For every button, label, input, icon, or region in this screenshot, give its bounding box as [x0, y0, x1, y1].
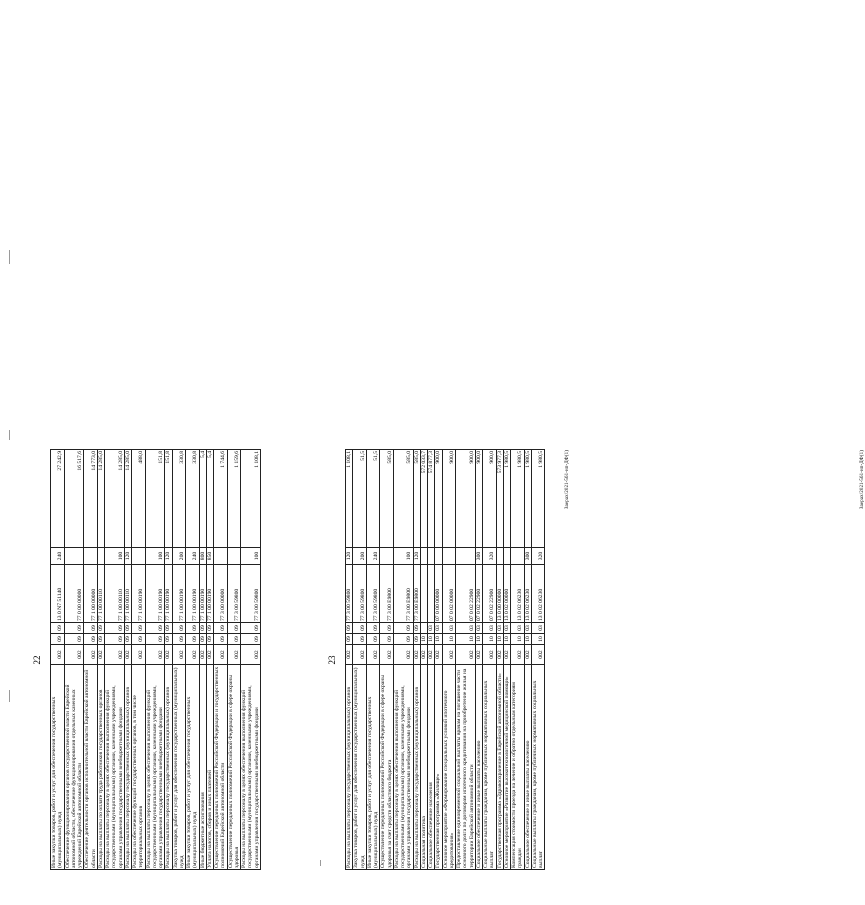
cell-rz: 10: [531, 634, 545, 645]
cell-rz: 09: [366, 634, 380, 645]
cell-rz: 09: [186, 634, 200, 645]
cell-vr: [132, 548, 146, 565]
table-row: [496, 450, 503, 870]
cell-name: Расходы на выплаты персоналу в целях обеспечения выполнения функций государственными (муниципальными) органами, казенными учреждениями, органами управления государственными внебюджетными фондами: [145, 665, 165, 870]
table-row: [132, 450, 146, 870]
cell-pr: 03: [475, 623, 482, 634]
cell-rz: 10: [442, 634, 456, 645]
cell-pr: 03: [524, 623, 531, 634]
cell-rz: 10: [475, 634, 482, 645]
cell-name: Расходы на обеспечение функций государственных органов, в том числе территориальных органов: [132, 665, 146, 870]
cell-rz: 10: [524, 634, 531, 645]
cell-pr: 09: [145, 623, 165, 634]
cell-csr: 77 1 00 00190: [206, 565, 213, 623]
cell-rz: 09: [199, 634, 206, 645]
cell-grbs: 002: [172, 645, 186, 665]
cell-name: Расходы на выплаты по оплате труда работников государственных органов: [97, 665, 104, 870]
cell-rz: 10: [456, 634, 476, 645]
cell-sum: 585,0: [380, 450, 394, 548]
cell-csr: 77 3 00 00000: [214, 565, 228, 623]
table-row: [531, 450, 545, 870]
cell-rz: 09: [346, 634, 353, 645]
cell-grbs: 002: [366, 645, 380, 665]
cell-grbs: 002: [496, 645, 503, 665]
cell-pr: 09: [353, 623, 367, 634]
table-row: [353, 450, 367, 870]
scan-mark: [9, 690, 10, 702]
scan-mark: [9, 430, 10, 440]
cell-grbs: 002: [531, 645, 545, 665]
table-body: [51, 450, 261, 870]
cell-csr: 07 0 02 22900: [483, 565, 497, 623]
cell-vr: [503, 548, 510, 565]
cell-sum: 1 980,5: [531, 450, 545, 548]
table-row: [475, 450, 482, 870]
cell-vr: 800: [199, 548, 206, 565]
cell-csr: 77 1 00 00190: [165, 565, 172, 623]
cell-sum: 151,8: [145, 450, 165, 548]
cell-pr: 03: [456, 623, 476, 634]
cell-sum: 1 108,1: [241, 450, 261, 548]
cell-csr: 13 0 02 06230: [511, 565, 525, 623]
cell-vr: 100: [241, 548, 261, 565]
cell-vr: 850: [206, 548, 213, 565]
cell-grbs: 002: [435, 645, 442, 665]
cell-sum: 900,0: [483, 450, 497, 548]
cell-name: Обеспечение деятельности органов исполнительной власти Еврейской автономной области: [84, 665, 98, 870]
cell-name: Расходы на выплаты персоналу в целях обеспечения выполнения функций государственными (муниципальными) органами, казенными учреждениями, органами управления государственными внебюджетными фондами: [393, 665, 413, 870]
cell-grbs: 002: [64, 645, 84, 665]
cell-rz: 09: [64, 634, 84, 645]
cell-sum: 330,8: [186, 450, 200, 548]
cell-rz: 09: [124, 634, 131, 645]
table-row: [105, 450, 125, 870]
cell-name: Основное мероприятие «Развитие высокотехнологичной медицинской помощи»: [503, 665, 510, 870]
cell-rz: 09: [97, 634, 104, 645]
cell-sum: 900,0: [456, 450, 476, 548]
cell-csr: 77 3 00 59800: [227, 565, 241, 623]
cell-pr: 03: [435, 623, 442, 634]
table-row: [442, 450, 456, 870]
cell-grbs: 002: [511, 645, 525, 665]
cell-csr: 77 1 00 00110: [124, 565, 131, 623]
cell-pr: 09: [64, 623, 84, 634]
cell-sum: 27 242,9: [51, 450, 65, 548]
cell-vr: 240: [186, 548, 200, 565]
table-row: [84, 450, 98, 870]
cell-sum: 14 773,0: [84, 450, 98, 548]
cell-csr: 13 0 02 06230: [531, 565, 545, 623]
cell-vr: 200: [172, 548, 186, 565]
table-row: [435, 450, 442, 870]
cell-name: Социальная политика: [420, 665, 427, 870]
cell-name: Расходы на выплаты персоналу государственных (муниципальных) органов: [165, 665, 172, 870]
cell-vr: 100: [105, 548, 125, 565]
cell-csr: 77 3 00 59800: [353, 565, 367, 623]
cell-grbs: 002: [84, 645, 98, 665]
table-row: [483, 450, 497, 870]
table-row: [503, 450, 510, 870]
cell-rz: 09: [353, 634, 367, 645]
cell-vr: 120: [165, 548, 172, 565]
cell-vr: 320: [531, 548, 545, 565]
cell-vr: [511, 548, 525, 565]
cell-sum: 574 877,3: [428, 450, 435, 548]
cell-name: Социальное обеспечение и иные выплаты населению: [524, 665, 531, 870]
cell-name: Государственная программа «Здравоохранение в Еврейской автономной области»: [496, 665, 503, 870]
cell-pr: 09: [227, 623, 241, 634]
cell-grbs: 002: [413, 645, 420, 665]
cell-sum: 51,5: [353, 450, 367, 548]
cell-rz: 09: [214, 634, 228, 645]
cell-name: Расходы на выплаты персоналу государственных (муниципальных) органов: [346, 665, 353, 870]
table-row: [199, 450, 206, 870]
table-row: [206, 450, 213, 870]
cell-sum: 330,8: [172, 450, 186, 548]
cell-csr: 77 1 00 00190: [172, 565, 186, 623]
cell-name: Иные закупки товаров, работ и услуг для обеспечения государственных (муниципальных) нужд: [186, 665, 200, 870]
cell-rz: 10: [511, 634, 525, 645]
cell-pr: 09: [165, 623, 172, 634]
cell-pr: 09: [413, 623, 420, 634]
cell-sum: 1 980,5: [524, 450, 531, 548]
cell-name: Расходы на выплаты персоналу государственных (муниципальных) органов: [413, 665, 420, 870]
cell-csr: [420, 565, 427, 623]
cell-pr: 03: [442, 623, 456, 634]
cell-pr: 09: [186, 623, 200, 634]
cell-pr: 09: [241, 623, 261, 634]
cell-csr: 07 0 02 22900: [456, 565, 476, 623]
table-row: [97, 450, 104, 870]
table-row: [64, 450, 84, 870]
cell-name: Закупка товаров, работ и услуг для обеспечения государственных (муниципальных) нужд: [353, 665, 367, 870]
cell-name: Предоставление единовременной социальной выплаты врачам на погашение части основного долга по договорам ипотечного кредитования на приобретение жилья на территории Еврейской автономной области: [456, 665, 476, 870]
cell-name: Обеспечение функционирования органов государственной власти Еврейской автономной области, обеспечение функционирования отдельных казенных учреждений Еврейской автономной области: [64, 665, 84, 870]
cell-name: Уплата налогов, сборов и иных платежей: [206, 665, 213, 870]
cell-csr: 77 3 00 59800: [241, 565, 261, 623]
cell-rz: 09: [227, 634, 241, 645]
cell-sum: 5,4: [199, 450, 206, 548]
cell-pr: 09: [124, 623, 131, 634]
cell-grbs: 002: [132, 645, 146, 665]
cell-vr: [214, 548, 228, 565]
cell-csr: [428, 565, 435, 623]
cell-sum: 900,0: [442, 450, 456, 548]
cell-name: Закупка товаров, работ и услуг для обеспечения государственных (муниципальных) нужд: [172, 665, 186, 870]
cell-vr: [420, 548, 427, 565]
budget-table: [345, 449, 545, 870]
cell-grbs: 002: [393, 645, 413, 665]
cell-csr: 07 0 00 00000: [435, 565, 442, 623]
cell-vr: [380, 548, 394, 565]
cell-vr: 240: [51, 548, 65, 565]
cell-rz: 10: [428, 634, 435, 645]
cell-csr: 77 3 00 Е9800: [413, 565, 420, 623]
cell-pr: 09: [366, 623, 380, 634]
cell-grbs: 002: [428, 645, 435, 665]
cell-sum: 585,0: [393, 450, 413, 548]
cell-grbs: 002: [124, 645, 131, 665]
cell-csr: 77 3 00 59800: [346, 565, 353, 623]
cell-sum: 14 285,0: [97, 450, 104, 548]
cell-csr: 77 0 00 00000: [64, 565, 84, 623]
cell-pr: 03: [496, 623, 503, 634]
cell-sum: 5,4: [206, 450, 213, 548]
cell-name: Расходы на выплаты персоналу в целях обеспечения выполнения функций государственными (муниципальными) органами, казенными учреждениями, органами управления государственными внебюджетными фондами: [105, 665, 125, 870]
table-row: [227, 450, 241, 870]
table-row: [172, 450, 186, 870]
cell-grbs: 002: [186, 645, 200, 665]
cell-grbs: 002: [206, 645, 213, 665]
cell-name: Иные закупки товаров, работ и услуг для обеспечения государственных (муниципальных) нужд: [366, 665, 380, 870]
cell-grbs: 002: [442, 645, 456, 665]
cell-sum: 151,8: [165, 450, 172, 548]
cell-sum: 900,0: [435, 450, 442, 548]
cell-vr: 300: [475, 548, 482, 565]
cell-rz: 09: [165, 634, 172, 645]
cell-vr: [64, 548, 84, 565]
cell-name: Осуществление переданных полномочий Российской Федерации и государственных полномочий Еврейской автономной области: [214, 665, 228, 870]
cell-pr: 09: [97, 623, 104, 634]
cell-vr: [97, 548, 104, 565]
cell-grbs: 002: [105, 645, 125, 665]
table-row: [413, 450, 420, 870]
cell-grbs: 002: [227, 645, 241, 665]
cell-sum: 14 285,0: [105, 450, 125, 548]
table-row: [241, 450, 261, 870]
cell-vr: 300: [524, 548, 531, 565]
cell-pr: 09: [346, 623, 353, 634]
cell-sum: 572 033,7: [420, 450, 427, 548]
cell-name: Социальное обеспечение населения: [428, 665, 435, 870]
cell-rz: 09: [393, 634, 413, 645]
table-row: [366, 450, 380, 870]
cell-name: Компенсация стоимости проезда на лечение и обратно отдельным категориям граждан: [511, 665, 525, 870]
cell-vr: [456, 548, 476, 565]
cell-pr: 03: [511, 623, 525, 634]
cell-csr: 77 3 00 59800: [366, 565, 380, 623]
cell-sum: 51,5: [366, 450, 380, 548]
budget-table: [50, 449, 261, 870]
cell-name: Основное мероприятие «Формирование специальных условий ипотечного кредитования»: [442, 665, 456, 870]
cell-vr: 120: [413, 548, 420, 565]
cell-csr: 77 1 00 00190: [186, 565, 200, 623]
cell-csr: 77 1 00 00190: [199, 565, 206, 623]
table-row: [124, 450, 131, 870]
table-row: [428, 450, 435, 870]
cell-rz: 09: [380, 634, 394, 645]
cell-vr: 100: [145, 548, 165, 565]
cell-sum: 1 108,1: [346, 450, 353, 548]
cell-grbs: 002: [97, 645, 104, 665]
cell-pr: 09: [84, 623, 98, 634]
page-number: 22: [32, 655, 42, 665]
cell-rz: 09: [241, 634, 261, 645]
cell-rz: 10: [483, 634, 497, 645]
cell-sum: 1 744,6: [214, 450, 228, 548]
table-row: [456, 450, 476, 870]
cell-rz: 09: [145, 634, 165, 645]
cell-sum: 14 285,0: [124, 450, 131, 548]
cell-sum: 1 159,6: [227, 450, 241, 548]
cell-grbs: 002: [420, 645, 427, 665]
cell-rz: 10: [435, 634, 442, 645]
cell-pr: 03: [483, 623, 497, 634]
page-right: [327, 450, 865, 870]
table-body: [346, 450, 545, 870]
cell-name: Иные закупки товаров, работ и услуг для обеспечения государственных (муниципальных) нужд: [51, 665, 65, 870]
cell-pr: 03: [531, 623, 545, 634]
cell-pr: 09: [380, 623, 394, 634]
cell-csr: 77 1 00 00110: [105, 565, 125, 623]
cell-grbs: 002: [199, 645, 206, 665]
cell-vr: 320: [483, 548, 497, 565]
cell-pr: 09: [393, 623, 413, 634]
cell-vr: [428, 548, 435, 565]
cell-csr: 13 0 02 00000: [503, 565, 510, 623]
cell-csr: 13 0 00 00000: [496, 565, 503, 623]
cell-sum: 585,0: [413, 450, 420, 548]
table-row: [186, 450, 200, 870]
cell-pr: 03: [428, 623, 435, 634]
cell-pr: [420, 623, 427, 634]
cell-name: Осуществление переданных полномочий Российской Федерации в сфере охраны здоровья: [227, 665, 241, 870]
cell-vr: 100: [393, 548, 413, 565]
cell-pr: 09: [206, 623, 213, 634]
cell-vr: 120: [124, 548, 131, 565]
cell-csr: 07 0 02 22900: [475, 565, 482, 623]
cell-sum: 573 977,3: [496, 450, 503, 548]
cell-rz: 09: [206, 634, 213, 645]
cell-grbs: 002: [353, 645, 367, 665]
cell-grbs: 002: [456, 645, 476, 665]
cell-rz: 10: [420, 634, 427, 645]
cell-name: Осуществление переданных полномочий Российской Федерации в сфере охраны здоровья за счет средств областного бюджета: [380, 665, 394, 870]
cell-grbs: 002: [241, 645, 261, 665]
cell-csr: 77 1 00 00110: [97, 565, 104, 623]
cell-sum: 16 517,6: [64, 450, 84, 548]
cell-csr: 77 1 00 00190: [132, 565, 146, 623]
cell-vr: [496, 548, 503, 565]
cell-sum: 1 980,5: [511, 450, 525, 548]
cell-pr: 09: [214, 623, 228, 634]
cell-csr: 77 3 00 Е9800: [380, 565, 394, 623]
cell-pr: 09: [51, 623, 65, 634]
cell-name: Государственная программа «Жилище»: [435, 665, 442, 870]
table-row: [165, 450, 172, 870]
table-row: [511, 450, 525, 870]
cell-pr: 09: [199, 623, 206, 634]
cell-grbs: 002: [483, 645, 497, 665]
cell-rz: 09: [132, 634, 146, 645]
cell-pr: 09: [172, 623, 186, 634]
cell-csr: 13 0 02 06230: [524, 565, 531, 623]
table-row: [380, 450, 394, 870]
cell-name: Социальные выплаты гражданам, кроме публичных нормативных социальных выплат: [531, 665, 545, 870]
page-number: 23: [327, 655, 337, 665]
cell-rz: 09: [413, 634, 420, 645]
table-row: [145, 450, 165, 870]
cell-vr: 200: [353, 548, 367, 565]
table-row: [393, 450, 413, 870]
cell-rz: 09: [172, 634, 186, 645]
cell-grbs: 002: [145, 645, 165, 665]
cell-vr: [435, 548, 442, 565]
cell-vr: [442, 548, 456, 565]
cell-grbs: 002: [503, 645, 510, 665]
cell-grbs: 002: [524, 645, 531, 665]
cell-csr: 77 3 00 Е9800: [393, 565, 413, 623]
table-row: [524, 450, 531, 870]
cell-pr: 03: [503, 623, 510, 634]
cell-name: Социальные выплаты гражданам, кроме публичных нормативных социальных выплат: [483, 665, 497, 870]
cell-sum: 488,0: [132, 450, 146, 548]
cell-vr: [227, 548, 241, 565]
cell-vr: 120: [346, 548, 353, 565]
cell-rz: 10: [503, 634, 510, 645]
cell-grbs: 002: [380, 645, 394, 665]
cell-name: Иные бюджетные ассигнования: [199, 665, 206, 870]
cell-sum: 1 980,5: [503, 450, 510, 548]
cell-rz: 09: [105, 634, 125, 645]
table-row: [420, 450, 427, 870]
table-row: [51, 450, 65, 870]
cell-name: Расходы на выплаты персоналу государственных (муниципальных) органов: [124, 665, 131, 870]
cell-csr: 07 0 02 00000: [442, 565, 456, 623]
scan-mark: [9, 250, 10, 264]
cell-csr: 13 0 N7 51140: [51, 565, 65, 623]
cell-sum: 900,0: [475, 450, 482, 548]
cell-csr: 77 1 00 00190: [145, 565, 165, 623]
cell-grbs: 002: [214, 645, 228, 665]
table-row: [346, 450, 353, 870]
cell-grbs: 002: [475, 645, 482, 665]
cell-csr: 77 1 00 00000: [84, 565, 98, 623]
cell-name: Социальное обеспечение и иные выплаты населению: [475, 665, 482, 870]
cell-rz: 10: [496, 634, 503, 645]
cell-grbs: 002: [51, 645, 65, 665]
footer-code: Заерах/2021-561-нп-ДФ(1): [860, 450, 865, 509]
cell-pr: 09: [105, 623, 125, 634]
cell-pr: 09: [132, 623, 146, 634]
footer-code: Заерах/2021-561-нп-ДФ(1): [565, 450, 570, 509]
cell-grbs: 002: [165, 645, 172, 665]
table-row: [214, 450, 228, 870]
cell-rz: 09: [84, 634, 98, 645]
cell-name: Расходы на выплаты персоналу в целях обеспечения выполнения функций государственными (муниципальными) органами, казенными учреждениями, органами управления государственными внебюджетными фондами: [241, 665, 261, 870]
cell-vr: [84, 548, 98, 565]
cell-rz: 09: [51, 634, 65, 645]
cell-vr: 240: [366, 548, 380, 565]
cell-grbs: 002: [346, 645, 353, 665]
